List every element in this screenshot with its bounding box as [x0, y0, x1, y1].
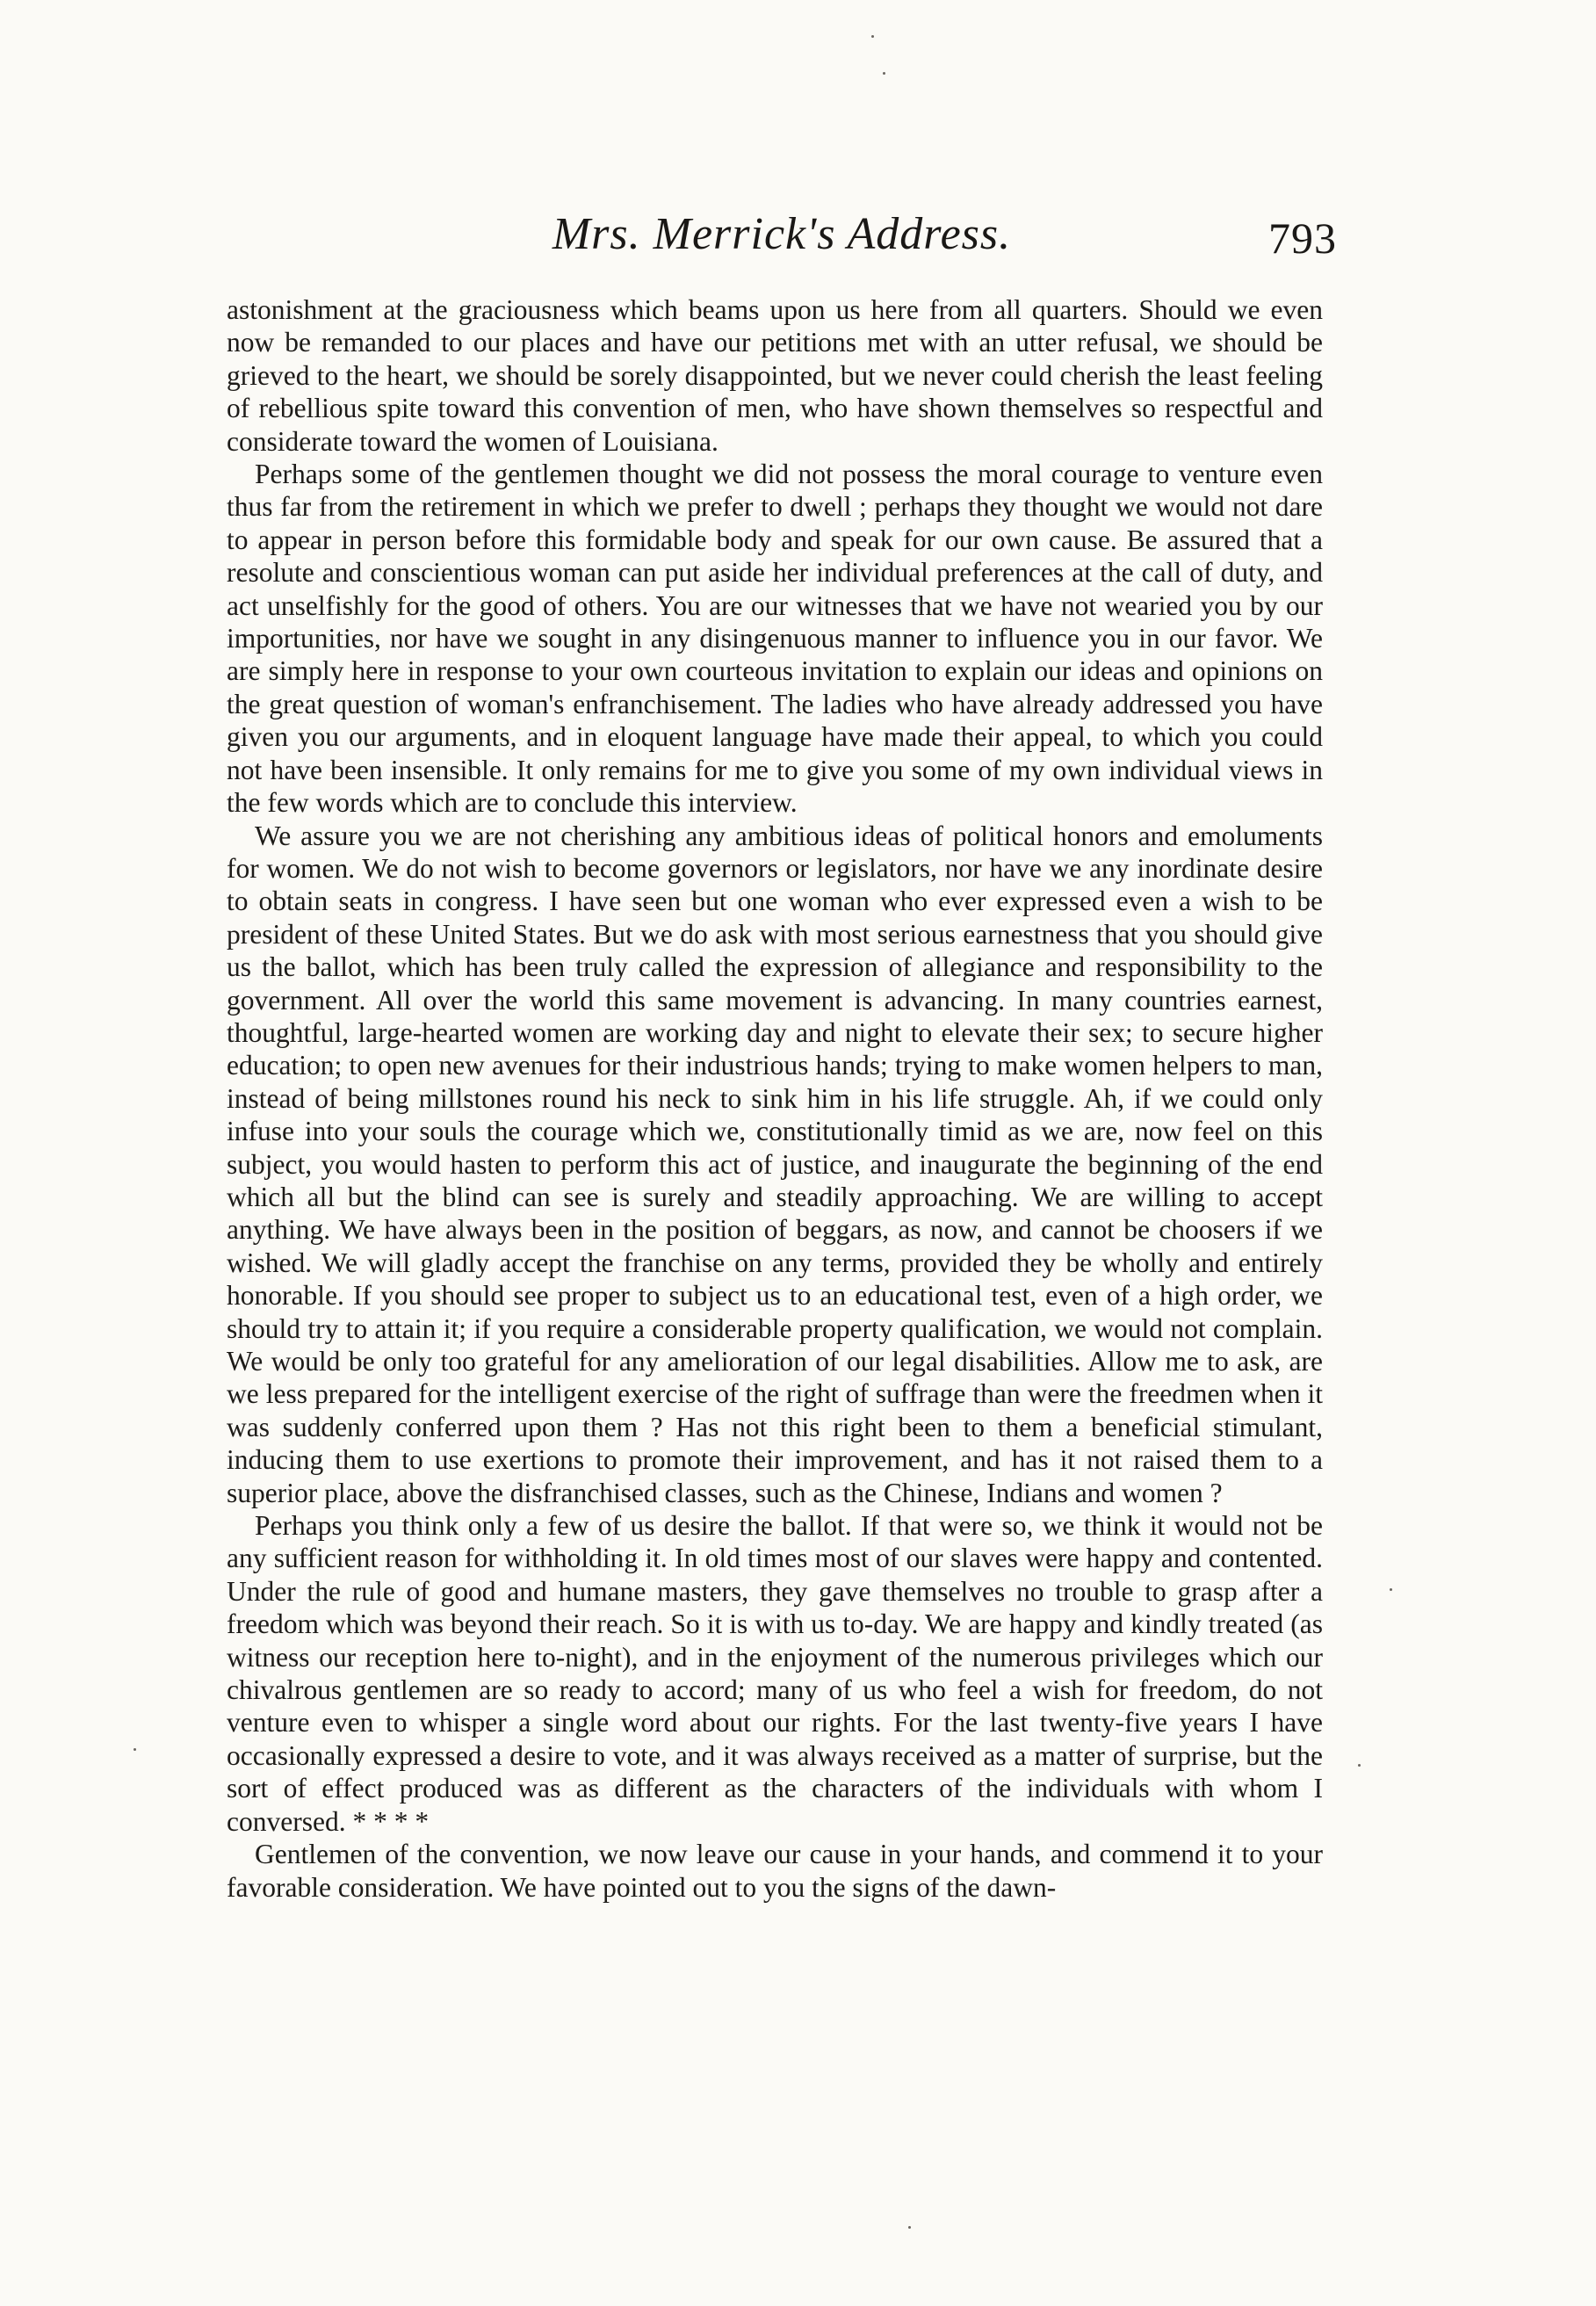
paper-speck — [908, 2226, 911, 2229]
paper-speck — [134, 1748, 136, 1751]
paper-speck — [1358, 1764, 1361, 1767]
paragraph: Perhaps you think only a few of us desire the ballot. If that were so, we think it would not be any sufficient reason for withholding it. In old times most of our slaves were happy and contented. Under the rule of good and humane masters, they gave themselves no trouble to grasp after a freedom which was beyond their reach. So it is with us to-day. We are happy and kindly treated (as witness our reception here to-night), and in the enjoyment of the numerous privileges which our chivalrous gentlemen are so ready to accord; many of us who feel a wish for freedom, do not venture even to whisper a single word about our rights. For the last twenty-five years I have occasionally expressed a desire to vote, and it was always received as a matter of surprise, but the sort of effect produced was as different as the characters of the individuals with whom I conversed. * * * * — [227, 1510, 1323, 1837]
paragraph: Gentlemen of the convention, we now leave our cause in your hands, and commend it to your favorable consideration. We have pointed out to you the signs of the dawn- — [227, 1839, 1323, 1903]
paragraph-continued: astonishment at the graciousness which beams upon us here from all quarters. Should we even now be remanded to our places and have our petitions met with an utter refusal, we should be grieved to the heart, we should be sorely disappointed, but we never could cherish the least feeling of rebellious spite toward this convention of men, who have shown themselves so respectful and considerate toward the women of Louisiana. — [227, 294, 1323, 457]
paper-speck — [1390, 1588, 1392, 1591]
paper-speck — [883, 72, 885, 75]
page-number: 793 — [1268, 213, 1337, 263]
body-text — [227, 293, 1323, 1904]
paragraph: We assure you we are not cherishing any ambitious ideas of political honors and emoluments for women. We do not wish to become governors or legislators, nor have we any inordinate desire to obtain seats in congress. I have seen but one woman who ever expressed even a wish to be president of these United States. But we do ask with most serious earnestness that you should give us the ballot, which has been truly called the expression of allegiance and responsibility to the government. All over the world this same movement is advancing. In many countries earnest, thoughtful, large-hearted women are working day and night to elevate their sex; to secure higher education; to open new avenues for their industrious hands; trying to make women helpers to man, instead of being millstones round his neck to sink him in his life struggle. Ah, if we could only infuse into your souls the courage which we, constitutionally timid as we are, now feel on this subject, you would hasten to perform this act of justice, and inaugurate the beginning of the end which all but the blind can see is surely and steadily approaching. We are willing to accept anything. We have always been in the position of beggars, as now, and cannot be choosers if we wished. We will gladly accept the franchise on any terms, provided they be wholly and entirely honorable. If you should see proper to subject us to an educational test, even of a high order, we should try to attain it; if you require a considerable property qualification, we would not complain. We would be only too grateful for any amelioration of our legal disabilities. Allow me to ask, are we less prepared for the intelligent exercise of the right of suffrage than were the freedmen when it was suddenly conferred upon them ? Has not this right been to them a beneficial stimulant, inducing them to use exertions to promote their improvement, and has it not raised them to a superior place, above the disfranchised classes, such as the Chinese, Indians and women ? — [227, 820, 1323, 1508]
paper-speck — [871, 35, 874, 38]
running-head — [227, 204, 1337, 265]
paragraph: Perhaps some of the gentlemen thought we did not possess the moral courage to venture even thus far from the retirement in which we prefer to dwell ; perhaps they thought we would not dare to appear in person before this formidable body and speak for our own cause. Be assured that a resolute and conscientious woman can put aside her individual preferences at the call of duty, and act unselfishly for the good of others. You are our witnesses that we have not wearied you by our importunities, nor have we sought in any disingenuous manner to influence you in our favor. We are simply here in response to your own courteous invitation to explain our ideas and opinions on the great question of woman's enfranchisement. The ladies who have already addressed you have given you our arguments, and in eloquent language have made their appeal, to which you could not have been insensible. It only remains for me to give you some of my own individual views in the few words which are to conclude this interview. — [227, 459, 1323, 819]
running-title: Mrs. Merrick's Address. — [552, 209, 1012, 259]
